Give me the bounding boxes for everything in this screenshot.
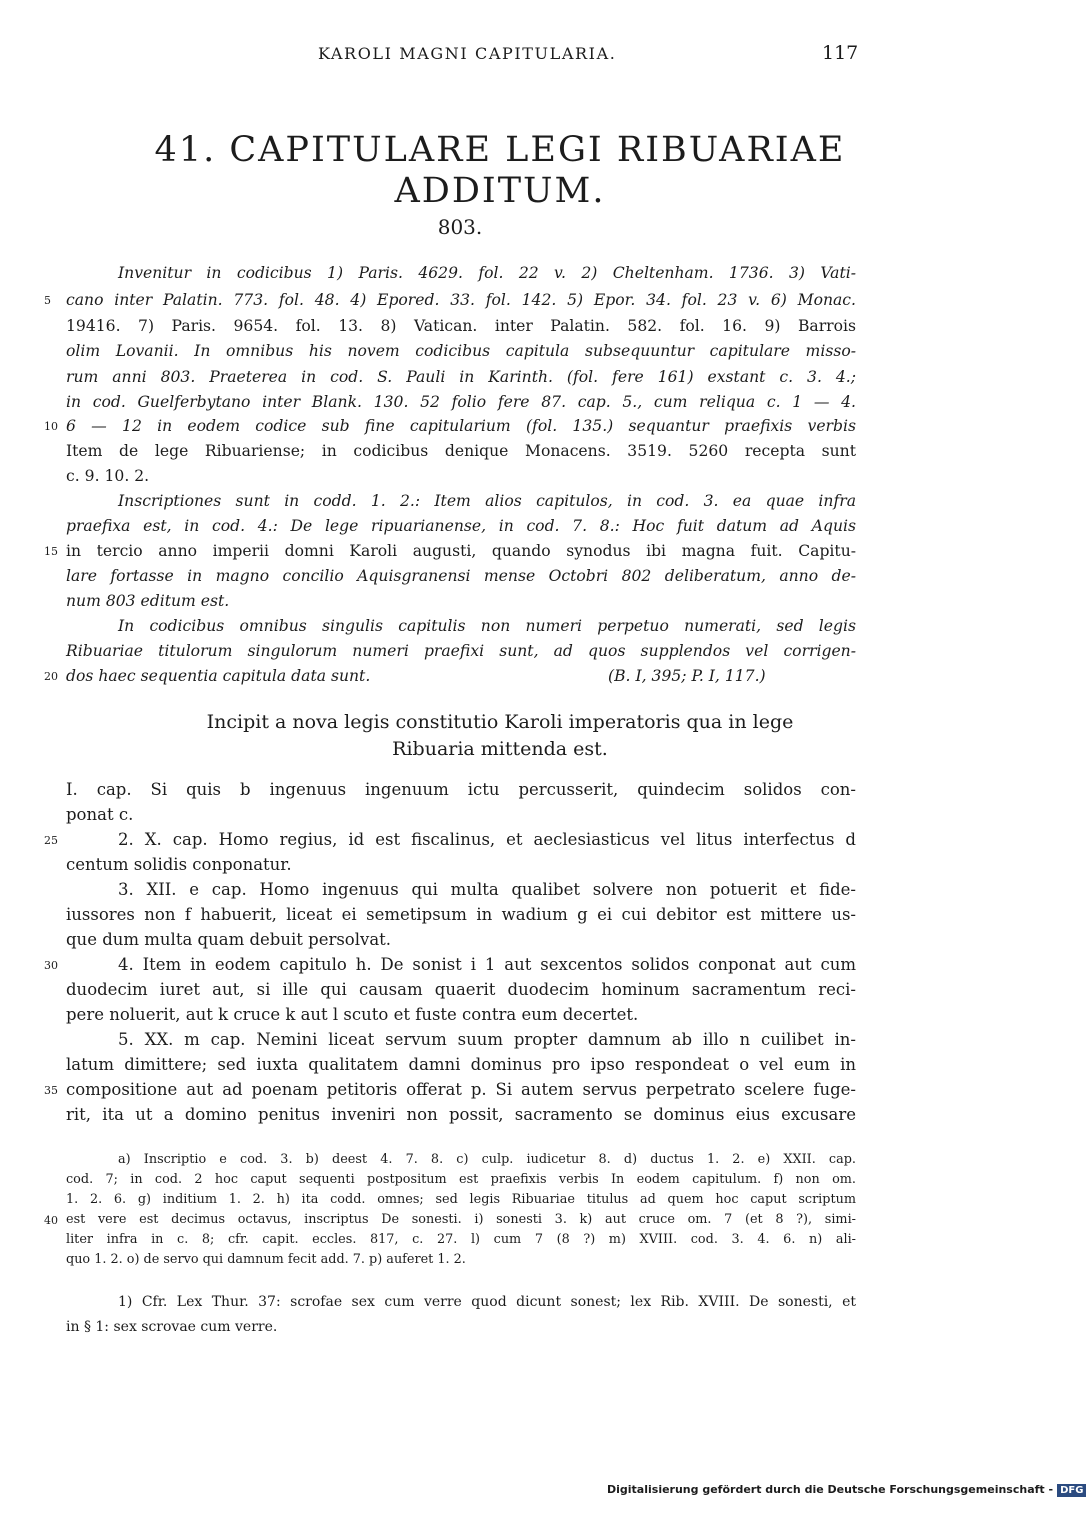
footnote-line: a) Inscriptio e cod. 3. b) deest 4. 7. 8. c) culp. iudicetur 8. d) ductus 1. 2. e) XXII. cap. bbox=[118, 1152, 856, 1167]
line-number: 10 bbox=[44, 420, 58, 433]
line-number: 25 bbox=[44, 834, 58, 847]
footnote-line: est vere est decimus octavus, inscriptus De sonesti. i) sonesti 3. k) aut cruce om. 7 (et 8 ?), simi- bbox=[66, 1212, 856, 1227]
chapter-year: 803. bbox=[437, 215, 483, 239]
footnote-line: quo 1. 2. o) de servo qui damnum fecit add. 7. p) auferet 1. 2. bbox=[66, 1252, 466, 1267]
line-number: 5 bbox=[44, 294, 51, 307]
chapter-title bbox=[60, 130, 940, 212]
body-line: latum dimittere; sed iuxta qualitatem damni dominus pro ipso respondeat o vel eum in bbox=[66, 1055, 856, 1074]
line-number: 35 bbox=[44, 1084, 58, 1097]
intro-line: Item de lege Ribuariense; in codicibus denique Monacens. 3519. 5260 recepta sunt bbox=[66, 442, 856, 460]
body-line: que dum multa quam debuit persolvat. bbox=[66, 930, 392, 949]
body-line: ponat c. bbox=[66, 805, 134, 824]
footnote-line: cod. 7; in cod. 2 hoc caput sequenti postpositum est praefixis verbis In eodem capitulum. f) non om. bbox=[66, 1172, 856, 1187]
intro-line: in cod. Guelferbytano inter Blank. 130. 52 folio fere 87. cap. 5., cum reliqua c. 1 — 4. bbox=[66, 393, 856, 411]
intro-line: 6 — 12 in eodem codice sub fine capitularium (fol. 135.) sequantur praefixis verbis bbox=[66, 417, 856, 435]
chapter-title-line-2: ADDITUM. bbox=[394, 171, 606, 211]
intro-line: cano inter Palatin. 773. fol. 48. 4) Epored. 33. fol. 142. 5) Epor. 34. fol. 23 v. 6) Monac. bbox=[66, 291, 856, 309]
running-head: KAROLI MAGNI CAPITULARIA. bbox=[318, 44, 617, 63]
dfg-logo: DFG bbox=[1057, 1484, 1086, 1497]
line-number: 15 bbox=[44, 545, 58, 558]
intro-line: Invenitur in codicibus 1) Paris. 4629. fol. 22 v. 2) Cheltenham. 1736. 3) Vati- bbox=[118, 264, 856, 282]
line-number: 20 bbox=[44, 670, 58, 683]
intro-line: dos haec sequentia capitula data sunt. bbox=[66, 667, 371, 685]
footnote-line: liter infra in c. 8; cfr. capit. eccles. 817, c. 27. l) cum 7 (8 ?) m) XVIII. cod. 3. 4. 6. n) ali- bbox=[66, 1232, 856, 1247]
page-number: 117 bbox=[822, 42, 859, 64]
intro-line: in tercio anno imperii domni Karoli augusti, quando synodus ibi magna fuit. Capitu- bbox=[66, 542, 856, 560]
line-number: 40 bbox=[44, 1214, 58, 1227]
body-line: I. cap. Si quis b ingenuus ingenuum ictu percusserit, quindecim solidos con- bbox=[66, 780, 856, 799]
source-footnote-line: 1) Cfr. Lex Thur. 37: scrofae sex cum verre quod dicunt sonest; lex Rib. XVIII. De sonesti, et bbox=[118, 1294, 856, 1310]
intro-line: olim Lovanii. In omnibus his novem codicibus capitula subsequuntur capitulare misso- bbox=[66, 342, 856, 360]
body-line: rit, ita ut a domino penitus inveniri non possit, sacramento se dominus eius excusare bbox=[66, 1105, 856, 1124]
intro-line: In codicibus omnibus singulis capitulis non numeri perpetuo numerati, sed legis bbox=[118, 617, 856, 635]
intro-line: rum anni 803. Praeterea in cod. S. Pauli in Karinth. (fol. fere 161) exstant c. 3. 4.; bbox=[66, 368, 856, 386]
body-line: 5. XX. m cap. Nemini liceat servum suum propter damnum ab illo n cuilibet in- bbox=[118, 1030, 856, 1049]
intro-line: lare fortasse in magno concilio Aquisgranensi mense Octobri 802 deliberatum, anno de- bbox=[66, 567, 856, 585]
body-line: centum solidis conponatur. bbox=[66, 855, 292, 874]
body-line: duodecim iuret aut, si ille qui causam quaerit duodecim hominum sacramentum reci- bbox=[66, 980, 856, 999]
body-line: compositione aut ad poenam petitoris offerat p. Si autem servus perpetrato scelere fuge- bbox=[66, 1080, 856, 1099]
intro-line: Ribuariae titulorum singulorum numeri praefixi sunt, ad quos supplendos vel corrigen- bbox=[66, 642, 856, 660]
source-footnote-line: in § 1: sex scrovae cum verre. bbox=[66, 1319, 278, 1335]
funding-footer bbox=[607, 1483, 1086, 1497]
incipit-line-2: Ribuaria mittenda est. bbox=[392, 738, 608, 760]
body-line: 4. Item in eodem capitulo h. De sonist i 1 aut sexcentos solidos conponat aut cum bbox=[118, 955, 856, 974]
body-line: 3. XII. e cap. Homo ingenuus qui multa qualibet solvere non potuerit et fide- bbox=[118, 880, 856, 899]
chapter-title-line-1: 41. CAPITULARE LEGI RIBUARIAE bbox=[154, 130, 846, 170]
intro-source-reference: (B. I, 395; P. I, 117.) bbox=[608, 667, 766, 685]
body-line: 2. X. cap. Homo regius, id est fiscalinus, et aeclesiasticus vel litus interfectus d bbox=[118, 830, 856, 849]
intro-line: praefixa est, in cod. 4.: De lege ripuarianense, in cod. 7. 8.: Hoc fuit datum ad Aquis bbox=[66, 517, 856, 535]
intro-line: Inscriptiones sunt in codd. 1. 2.: Item alios capitulos, in cod. 3. ea quae infra bbox=[118, 492, 856, 510]
line-number: 30 bbox=[44, 959, 58, 972]
footnote-line: 1. 2. 6. g) inditium 1. 2. h) ita codd. omnes; sed legis Ribuariae titulus ad quem hoc caput scriptum bbox=[66, 1192, 856, 1207]
intro-line: c. 9. 10. 2. bbox=[66, 467, 150, 485]
intro-line: 19416. 7) Paris. 9654. fol. 13. 8) Vatican. inter Palatin. 582. fol. 16. 9) Barrois bbox=[66, 317, 856, 335]
intro-line: num 803 editum est. bbox=[66, 592, 230, 610]
body-line: pere noluerit, aut k cruce k aut l scuto et fuste contra eum decertet. bbox=[66, 1005, 639, 1024]
incipit-line-1: Incipit a nova legis constitutio Karoli imperatoris qua in lege bbox=[206, 711, 794, 733]
body-line: iussores non f habuerit, liceat ei semetipsum in wadium g ei cui debitor est mittere us- bbox=[66, 905, 856, 924]
funding-note: Digitalisierung gefördert durch die Deutsche Forschungsgemeinschaft - bbox=[607, 1483, 1054, 1496]
